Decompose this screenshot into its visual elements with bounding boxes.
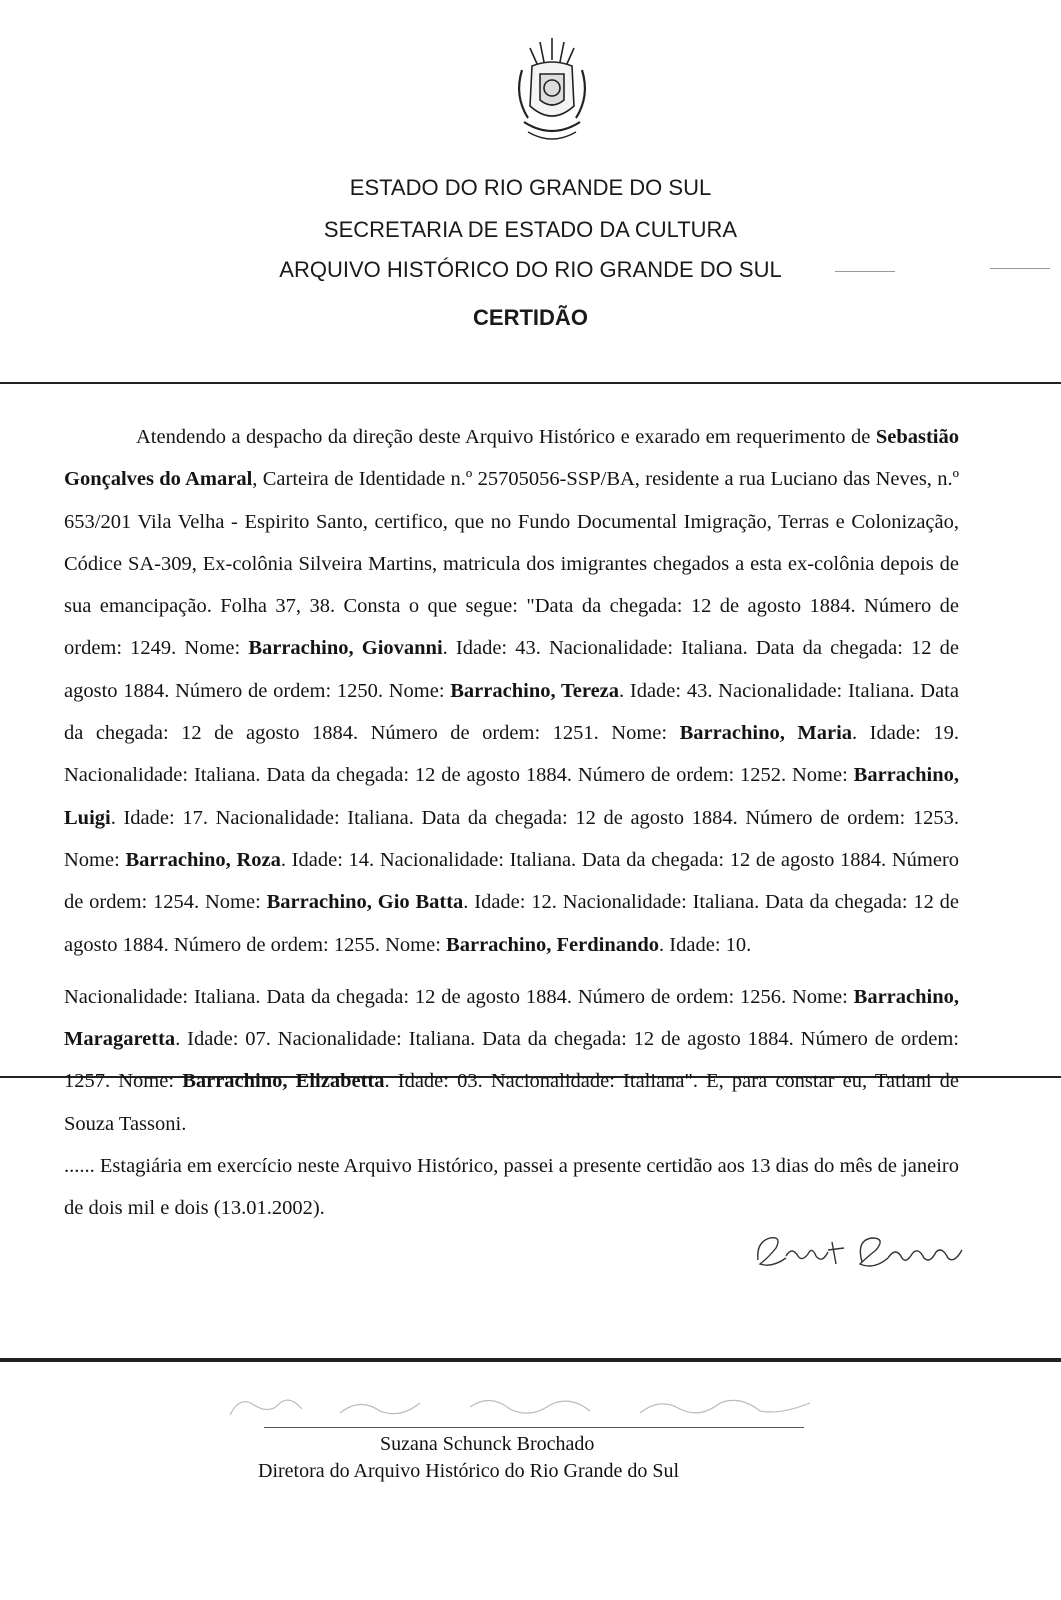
header-secretariat: SECRETARIA DE ESTADO DA CULTURA bbox=[323, 217, 738, 242]
header-state: ESTADO DO RIO GRANDE DO SUL bbox=[349, 175, 712, 200]
handwritten-signature bbox=[752, 1228, 972, 1274]
scan-mark bbox=[835, 271, 895, 272]
signatory-name: Suzana Schunck Brochado bbox=[380, 1433, 595, 1455]
immigrant-name: Barrachino, Luigi bbox=[64, 764, 959, 829]
paragraph: ...... Estagiária em exercício neste Arquivo Histórico, passei a presente certidão aos 13 dias do mês de janeiro de dois mil e dois (13.01.2002). bbox=[64, 1155, 959, 1220]
paragraph: Nacionalidade: Italiana. Data da chegada: 12 de agosto 1884. Número de ordem: 1256. Nome: Barrachino, Maragaretta. Idade: 07. Nacionalidade: Italiana. Data da chegada: 12 de agosto 1884. Número de ordem: 1257. Nome: Barrachino, Elizabetta. Idade: 03. Nacionalidade: Italiana". E, para constar eu, Tatiani de Souza Tassoni. bbox=[64, 985, 959, 1135]
immigrant-name: Barrachino, Tereza bbox=[450, 679, 620, 702]
immigrant-name: Barrachino, Ferdinando bbox=[446, 933, 660, 956]
divider bbox=[0, 382, 1061, 384]
immigrant-name: Barrachino, Roza bbox=[125, 848, 281, 871]
immigrant-name: Barrachino, Elizabetta bbox=[182, 1070, 385, 1093]
immigrant-name: Barrachino, Maragaretta bbox=[64, 985, 959, 1051]
scan-mark bbox=[990, 268, 1050, 269]
dots: ...... bbox=[64, 1155, 95, 1178]
paragraph: Atendendo a despacho da direção deste Arquivo Histórico e exarado em requerimento de Sebastião Gonçalves do Amaral, Carteira de Identidade n.º 25705056-SSP/BA, residente a rua Luciano das Neves, n.º 653/201 Vila Velha - Espirito Santo, certifico, que no Fundo Documental Imigração, Terras e Colonização, Códice SA-309, Ex-colônia Silveira Martins, matricula dos imigrantes chegados a esta ex-colônia depois de sua emancipação. Folha 37, 38. Consta o que segue: "Data da chegada: 12 de agosto 1884. Número de ordem: 1249. Nome: Barrachino, Giovanni. Idade: 43. Nacionalidade: Italiana. Data da chegada: 12 de agosto 1884. Número de ordem: 1250. Nome: Barrachino, Tereza. Idade: 43. Nacionalidade: Italiana. Data da chegada: 12 de agosto 1884. Número de ordem: 1251. Nome: Barrachino, Maria. Idade: 19. Nacionalidade: Italiana. Data da chegada: 12 de agosto 1884. Número de ordem: 1252. Nome: Barrachino, Luigi. Idade: 17. Nacionalidade: Italiana. Data da chegada: 12 de agosto 1884. Número de ordem: 1253. Nome: Barrachino, Roza. Idade: 14. Nacionalidade: Italiana. Data da chegada: 12 de agosto 1884. Número de ordem: 1254. Nome: Barrachino, Gio Batta. Idade: 12. Nacionalidade: Italiana. Data da chegada: 12 de agosto 1884. Número de ordem: 1255. Nome: Barrachino, Ferdinando. Idade: 10. bbox=[64, 426, 960, 956]
immigrant-name: Barrachino, Gio Batta bbox=[266, 891, 464, 914]
immigrant-name: Barrachino, Maria bbox=[679, 722, 853, 745]
header-archive: ARQUIVO HISTÓRICO DO RIO GRANDE DO SUL bbox=[279, 257, 782, 282]
divider bbox=[0, 1358, 1061, 1362]
immigrant-name: Barrachino, Giovanni bbox=[248, 637, 443, 660]
document-title: CERTIDÃO bbox=[473, 305, 588, 330]
signatory-title: Diretora do Arquivo Histórico do Rio Grande do Sul bbox=[258, 1460, 680, 1482]
coat-of-arms-icon bbox=[510, 36, 594, 152]
handwritten-signature bbox=[220, 1385, 840, 1425]
certificate-body bbox=[64, 416, 959, 1230]
requester-name: Sebastião Gonçalves do Amaral bbox=[64, 426, 959, 491]
signature-line bbox=[264, 1427, 804, 1428]
